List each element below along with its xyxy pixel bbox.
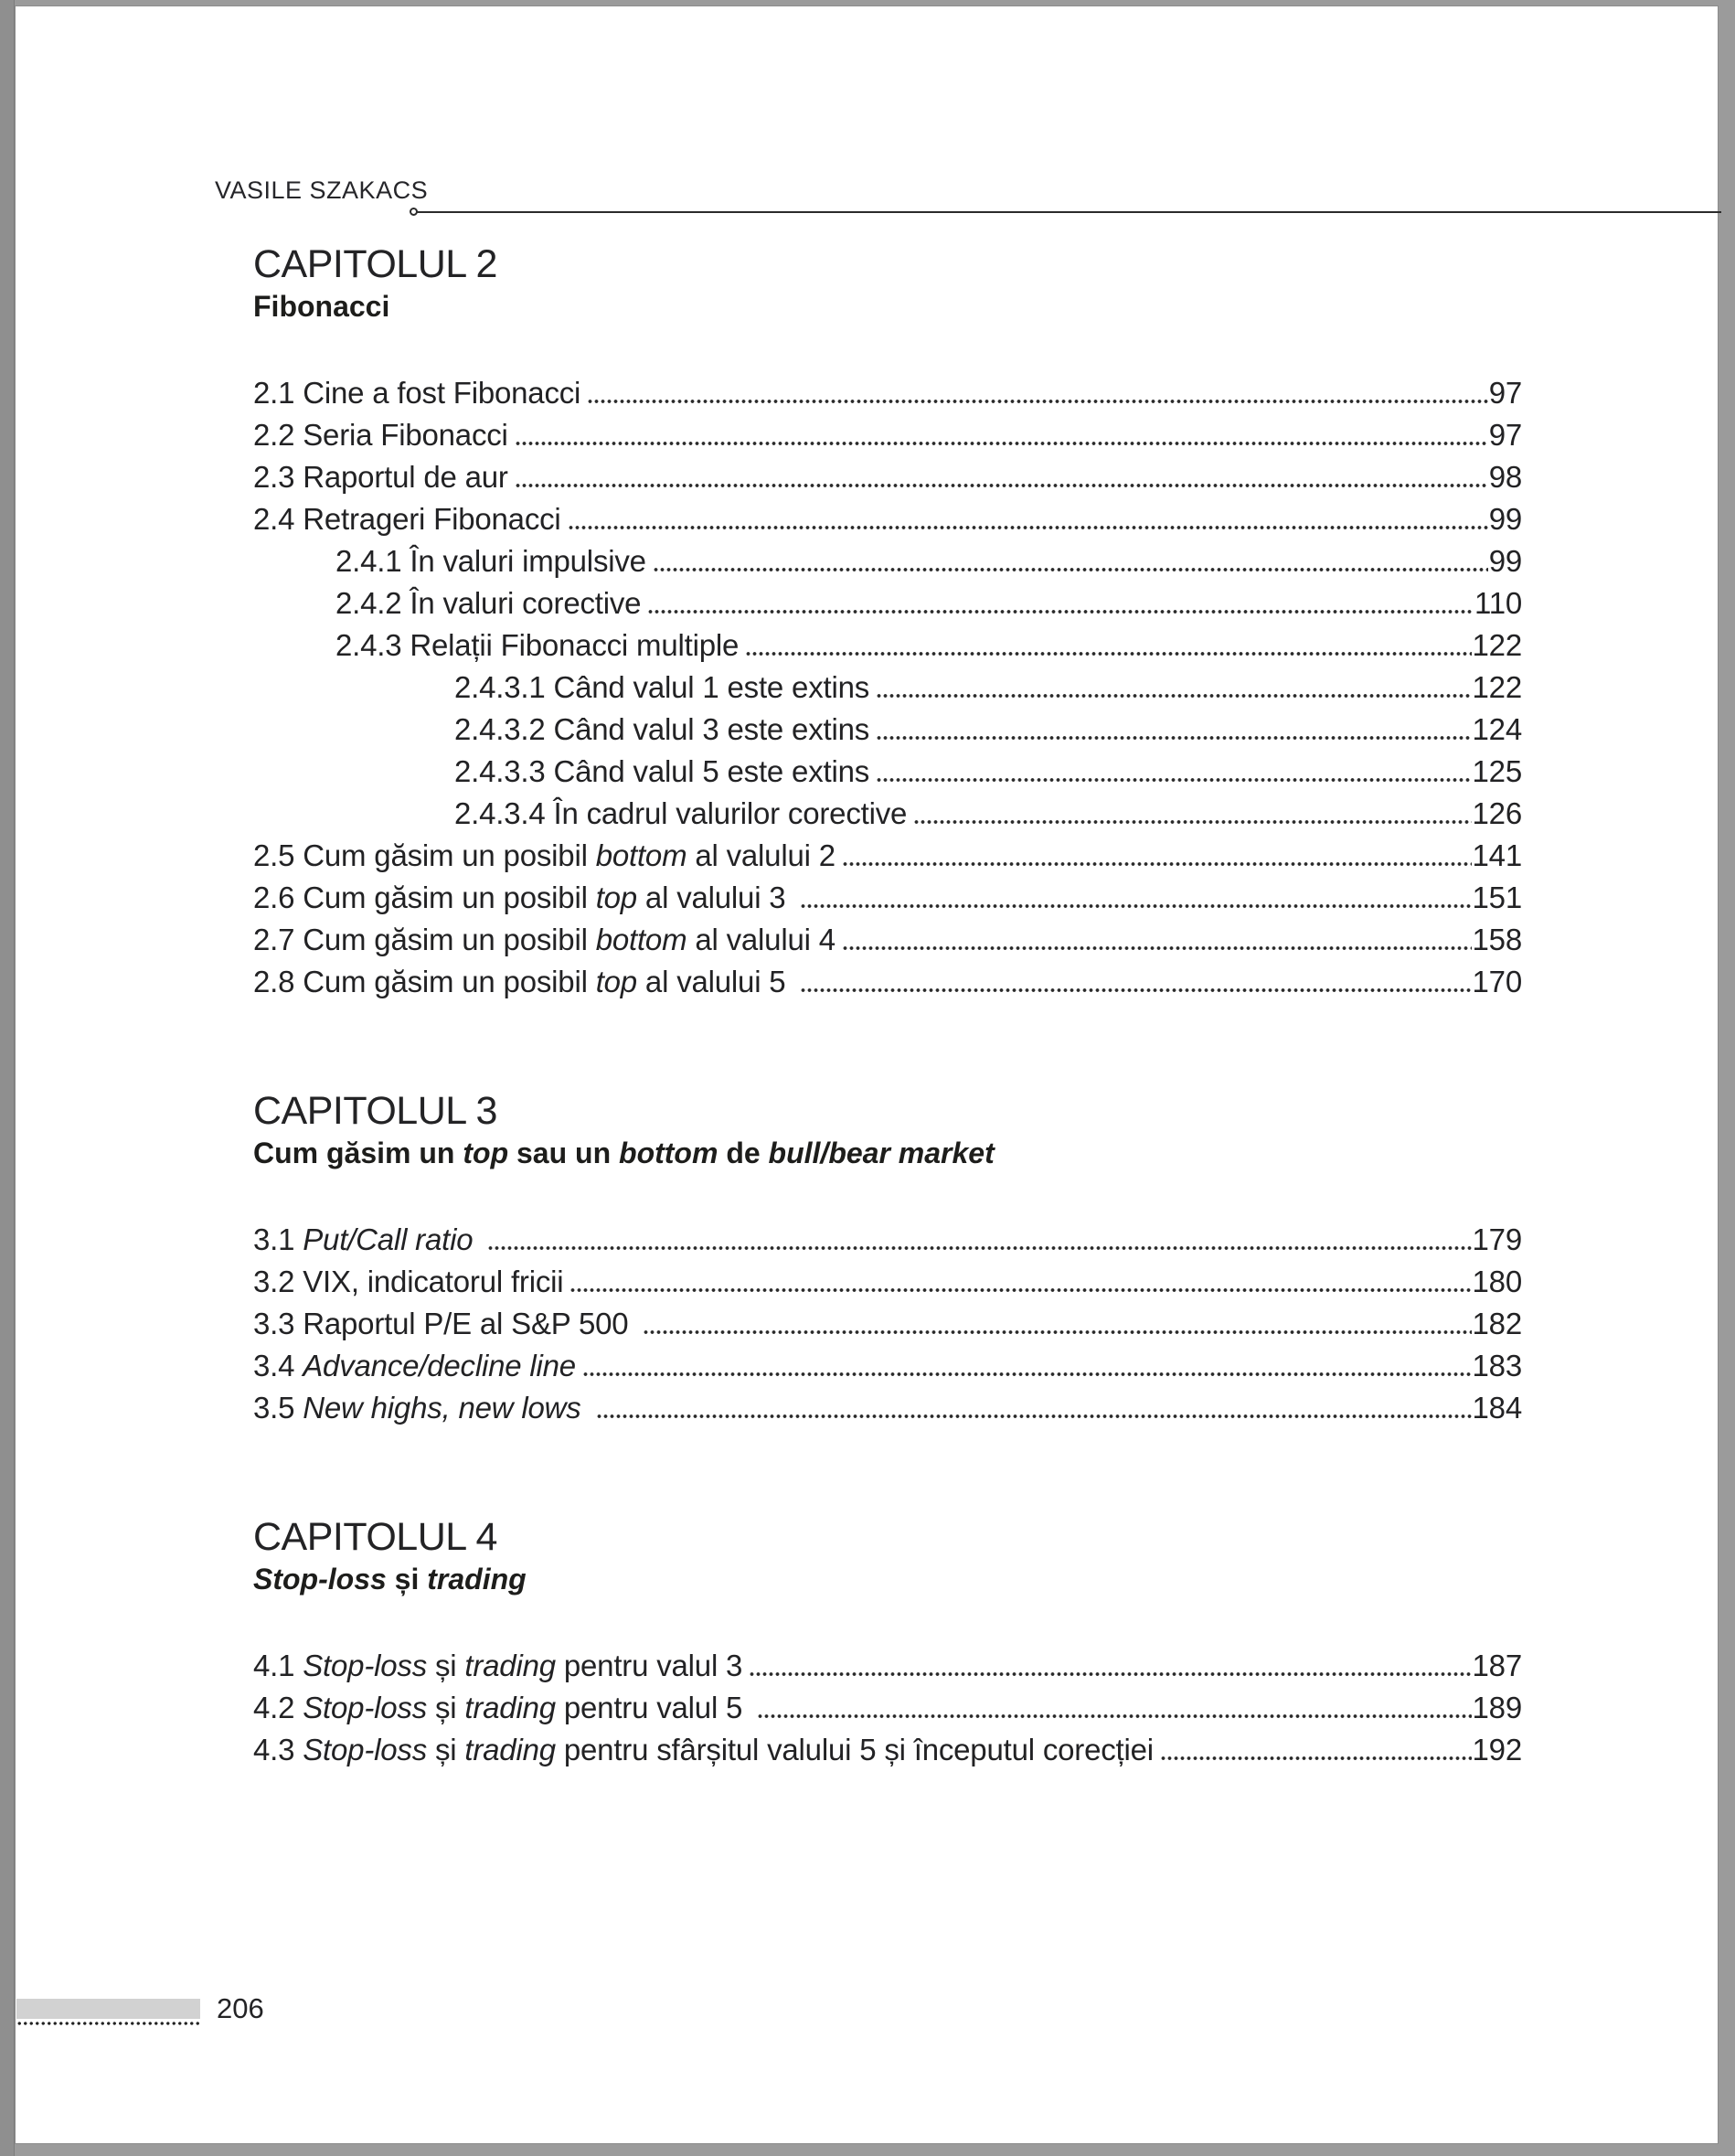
entry-page-number: 122: [1472, 628, 1522, 662]
entry-title: [335, 582, 641, 624]
entry-title-segment: trading: [464, 1691, 556, 1724]
dot-leader: [876, 778, 1471, 782]
entry-page-number: 189: [1472, 1691, 1522, 1724]
dot-leader: [749, 1672, 1471, 1676]
dot-leader: [842, 862, 1472, 866]
entry-title-segment: bottom: [595, 838, 687, 872]
entry-title: [454, 793, 907, 835]
entry-title-segment: 2.4.3.1 Când valul 1 este extins: [454, 670, 870, 704]
toc-section: [253, 1516, 1522, 1771]
toc-entry-list: [253, 1219, 1522, 1429]
dot-leader: [569, 1288, 1471, 1292]
entry-page-number: 179: [1472, 1222, 1522, 1256]
entry-title: [253, 1345, 576, 1387]
entry-page-number: 122: [1472, 670, 1522, 704]
entry-title-segment: 3.3 Raportul P/E al S&P 500: [253, 1307, 637, 1340]
entry-title-segment: 2.1 Cine a fost Fibonacci: [253, 376, 581, 410]
chapter-heading: CAPITOLUL 3: [253, 1089, 497, 1133]
entry-title: [253, 1387, 590, 1429]
entry-title-segment: 2.4.1 În valuri impulsive: [335, 544, 646, 578]
toc-entry: [253, 1645, 1522, 1687]
entry-title-segment: New highs, new lows: [303, 1391, 581, 1425]
chapter-subtitle: [253, 1561, 1522, 1597]
entry-title-segment: al valului 3: [636, 881, 794, 914]
entry-page-number: 151: [1472, 881, 1522, 914]
toc-section: [253, 243, 1522, 1003]
entry-page-number: 182: [1472, 1307, 1522, 1340]
book-page: [15, 5, 1719, 2144]
toc-entry-list: [253, 1645, 1522, 1771]
entry-title-segment: 2.2 Seria Fibonacci: [253, 418, 508, 452]
dot-leader: [582, 1372, 1472, 1376]
entry-title-segment: pentru sfârșitul valului 5 și începutul corecției: [555, 1733, 1154, 1766]
toc-entry: [253, 919, 1522, 961]
entry-title-segment: Stop-loss: [303, 1733, 428, 1766]
entry-title: [253, 1303, 636, 1345]
entry-title-segment: [581, 1391, 590, 1425]
toc-entry: [253, 961, 1522, 1003]
entry-title-segment: Stop-loss: [303, 1649, 428, 1682]
entry-page-number: 99: [1488, 502, 1522, 536]
entry-title: [253, 372, 580, 414]
entry-title: [253, 961, 793, 1003]
entry-title: [253, 877, 793, 919]
entry-title-segment: trading: [464, 1733, 556, 1766]
entry-title-segment: 2.4.3 Relații Fibonacci multiple: [335, 628, 740, 662]
folio-page-number: 206: [217, 1992, 264, 2024]
toc-entry: [253, 1219, 1522, 1261]
toc-entry: [253, 1687, 1522, 1729]
chapter-subtitle-segment: top: [463, 1137, 509, 1169]
dot-leader: [487, 1246, 1471, 1250]
entry-title-segment: al valului 5: [636, 965, 794, 998]
toc-entry-list: [253, 372, 1522, 1003]
toc-entry: [253, 498, 1522, 540]
chapter-subtitle-segment: Stop-loss: [253, 1563, 387, 1596]
dot-leader: [596, 1414, 1472, 1418]
entry-title: [253, 414, 508, 456]
chapter-heading: CAPITOLUL 4: [253, 1515, 497, 1559]
entry-page-number: 184: [1472, 1391, 1522, 1425]
dot-leader: [913, 820, 1471, 824]
toc-entry: [253, 624, 1522, 667]
entry-title-segment: pentru valul 3: [555, 1649, 743, 1682]
dot-leader: [515, 442, 1488, 445]
entry-title-segment: Stop-loss: [303, 1691, 428, 1724]
entry-page-number: 141: [1472, 838, 1522, 872]
entry-title: [253, 1261, 563, 1303]
chapter-subtitle-segment: trading: [427, 1563, 527, 1596]
entry-title-segment: 2.8 Cum găsim un posibil: [253, 965, 596, 998]
entry-title-segment: 2.7 Cum găsim un posibil: [253, 923, 596, 956]
running-header: [215, 176, 1718, 213]
dot-leader: [587, 400, 1487, 403]
dot-leader: [643, 1330, 1471, 1334]
entry-title-segment: Put/Call ratio: [303, 1222, 474, 1256]
running-header-author: VASILE SZAKACS: [215, 176, 429, 204]
chapter-subtitle-segment: și: [386, 1563, 428, 1596]
toc-entry: [253, 1345, 1522, 1387]
entry-page-number: 126: [1472, 796, 1522, 830]
entry-title: [253, 835, 836, 877]
chapter-subtitle-segment: de: [718, 1137, 769, 1169]
footer-highlight-bar: [16, 1999, 200, 2019]
entry-title: [253, 456, 508, 498]
chapter-subtitle: [253, 288, 1522, 325]
chapter-subtitle-segment: sau un: [508, 1137, 620, 1169]
entry-title: [454, 667, 869, 709]
entry-title-segment: trading: [464, 1649, 556, 1682]
scan-left-gutter: [0, 0, 15, 2156]
entry-title-segment: al valului 4: [687, 923, 836, 956]
entry-page-number: 192: [1472, 1733, 1522, 1766]
entry-title-segment: 2.6 Cum găsim un posibil: [253, 881, 596, 914]
toc-entry: [253, 372, 1522, 414]
toc-entry: [253, 1303, 1522, 1345]
header-rule: [412, 211, 1721, 213]
entry-title: [253, 919, 836, 961]
entry-title-segment: bottom: [595, 923, 687, 956]
entry-title: [454, 751, 869, 793]
entry-title-segment: [473, 1222, 481, 1256]
entry-title-segment: 2.4.3.3 Când valul 5 este extins: [454, 754, 870, 788]
entry-title-segment: 4.1: [253, 1649, 303, 1682]
entry-page-number: 97: [1488, 418, 1522, 452]
toc-entry: [253, 877, 1522, 919]
entry-page-number: 187: [1472, 1649, 1522, 1682]
dot-leader: [757, 1714, 1471, 1718]
toc-entry: [253, 1261, 1522, 1303]
table-of-contents: [253, 243, 1522, 1771]
entry-page-number: 170: [1472, 965, 1522, 998]
toc-entry: [253, 751, 1522, 793]
entry-title: [335, 540, 646, 582]
entry-title-segment: 3.4: [253, 1349, 303, 1382]
chapter-subtitle-segment: Cum găsim un: [253, 1137, 463, 1169]
entry-page-number: 97: [1488, 376, 1522, 410]
entry-title-segment: și: [427, 1691, 465, 1724]
entry-title: [454, 709, 869, 751]
entry-page-number: 180: [1472, 1265, 1522, 1298]
entry-title: [253, 498, 561, 540]
dot-leader: [800, 988, 1471, 992]
dot-leader: [745, 652, 1471, 656]
entry-title-segment: pentru valul 5: [555, 1691, 751, 1724]
entry-title-segment: 2.5 Cum găsim un posibil: [253, 838, 596, 872]
entry-title-segment: 4.3: [253, 1733, 303, 1766]
entry-title-segment: 2.4.2 În valuri corective: [335, 586, 642, 620]
chapter-subtitle-segment: Fibonacci: [253, 290, 390, 323]
entry-title-segment: al valului 2: [687, 838, 836, 872]
chapter-heading: CAPITOLUL 2: [253, 242, 497, 286]
dot-leader: [647, 610, 1474, 614]
chapter-subtitle-segment: bull/bear market: [768, 1137, 995, 1169]
chapter-subtitle-segment: bottom: [619, 1137, 718, 1169]
entry-title: [253, 1729, 1154, 1771]
toc-entry: [253, 1729, 1522, 1771]
entry-title-segment: și: [427, 1733, 465, 1766]
entry-title-segment: 4.2: [253, 1691, 303, 1724]
entry-title: [253, 1645, 742, 1687]
dot-leader: [653, 568, 1488, 571]
toc-entry: [253, 582, 1522, 624]
entry-title-segment: Advance/decline line: [303, 1349, 576, 1382]
entry-title-segment: 3.1: [253, 1222, 303, 1256]
entry-title: [253, 1219, 481, 1261]
entry-title-segment: 3.5: [253, 1391, 303, 1425]
entry-title-segment: 2.4.3.4 În cadrul valurilor corective: [454, 796, 908, 830]
entry-page-number: 98: [1488, 460, 1522, 494]
entry-title-segment: 3.2 VIX, indicatorul fricii: [253, 1265, 564, 1298]
entry-page-number: 99: [1488, 544, 1522, 578]
entry-title: [253, 1687, 750, 1729]
entry-page-number: 110: [1474, 586, 1522, 620]
entry-title: [335, 624, 739, 667]
toc-entry: [253, 793, 1522, 835]
toc-entry: [253, 540, 1522, 582]
footer-dotted-line: [16, 2021, 200, 2026]
chapter-subtitle: [253, 1135, 1522, 1171]
dot-leader: [842, 946, 1472, 950]
dot-leader: [515, 484, 1488, 487]
entry-page-number: 158: [1472, 923, 1522, 956]
entry-title-segment: 2.4.3.2 Când valul 3 este extins: [454, 712, 870, 746]
entry-title-segment: top: [595, 881, 637, 914]
entry-page-number: 125: [1472, 754, 1522, 788]
toc-entry: [253, 667, 1522, 709]
toc-entry: [253, 414, 1522, 456]
entry-title-segment: și: [427, 1649, 465, 1682]
dot-leader: [800, 904, 1471, 908]
entry-title-segment: top: [595, 965, 637, 998]
header-rule-circle-icon: [410, 208, 418, 216]
dot-leader: [568, 526, 1488, 529]
toc-entry: [253, 456, 1522, 498]
dot-leader: [876, 694, 1471, 698]
toc-entry: [253, 709, 1522, 751]
toc-entry: [253, 835, 1522, 877]
entry-page-number: 124: [1472, 712, 1522, 746]
dot-leader: [1160, 1756, 1472, 1760]
toc-entry: [253, 1387, 1522, 1429]
entry-page-number: 183: [1472, 1349, 1522, 1382]
toc-section: [253, 1090, 1522, 1429]
entry-title-segment: 2.3 Raportul de aur: [253, 460, 508, 494]
dot-leader: [876, 736, 1471, 740]
entry-title-segment: 2.4 Retrageri Fibonacci: [253, 502, 561, 536]
